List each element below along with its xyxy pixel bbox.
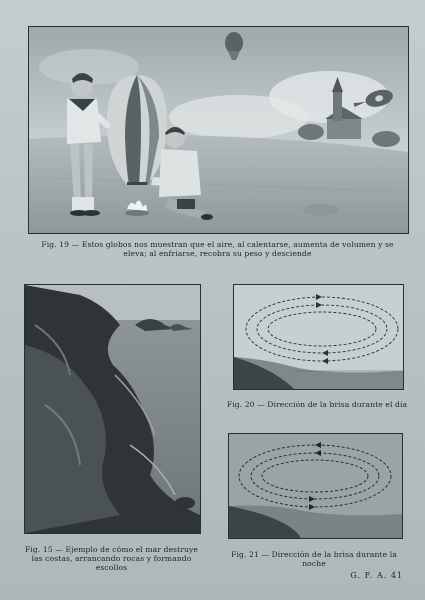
- rocky-coast-photo: [25, 285, 200, 533]
- figure-19-balloons: [28, 26, 409, 234]
- night-breeze-diagram: [229, 434, 402, 538]
- figure-20-day-breeze: [233, 284, 404, 390]
- caption-fig-20: Fig. 20 — Dirección de la brisa durante el día: [226, 400, 408, 409]
- caption-fig-21: Fig. 21 — Dirección de la brisa durante la noche: [231, 550, 397, 568]
- caption-fig-15: Fig. 15 — Ejemplo de cómo el mar destruye las costas, arrancando rocas y formando escollos: [25, 545, 198, 572]
- balloons-illustration: [29, 27, 408, 233]
- day-breeze-diagram: [234, 285, 403, 389]
- figure-21-night-breeze: [228, 433, 403, 539]
- figure-15-coast-photo: [24, 284, 201, 534]
- caption-fig-19: Fig. 19 — Estos globos nos muestran que el aire, al calentarse, aumenta de volumen y se eleva; al enfriarse, recobra su peso y desciende: [41, 240, 394, 258]
- page-marker: G. F. A. 41: [350, 571, 403, 580]
